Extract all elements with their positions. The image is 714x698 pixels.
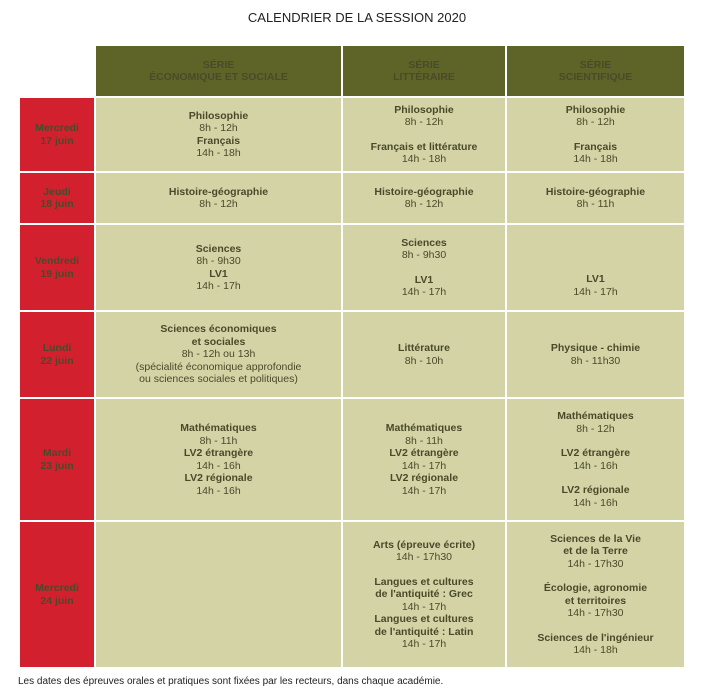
exam-cell-s: Physique - chimie 8h - 11h30 [506, 311, 685, 398]
exam-cell-es: Sciences économiques et sociales 8h - 12h ou 13h (spécialité économique approfondie ou sciences sociales et politiques) [95, 311, 342, 398]
exam-cell-es: Sciences 8h - 9h30 LV1 14h - 17h [95, 224, 342, 311]
exam-cell-l: Sciences 8h - 9h30 LV1 14h - 17h [342, 224, 506, 311]
exam-cell-l: Philosophie 8h - 12h Français et littérature 14h - 18h [342, 97, 506, 172]
day-label: Mercredi 17 juin [19, 97, 95, 172]
header-serie-es: SÉRIE ÉCONOMIQUE ET SOCIALE [95, 45, 342, 97]
table-row [19, 398, 685, 521]
exam-calendar-table [18, 44, 686, 669]
exam-cell-s: Sciences de la Vie et de la Terre 14h - 17h30 Écologie, agronomie et territoires 14h - 17h30 Sciences de l'ingénieur 14h - 18h [506, 521, 685, 668]
day-label: Vendredi 19 juin [19, 224, 95, 311]
exam-cell-l: Littérature 8h - 10h [342, 311, 506, 398]
day-label: Mercredi 24 juin [19, 521, 95, 668]
table-row [19, 521, 685, 668]
header-corner [19, 45, 95, 97]
exam-cell-es: Philosophie 8h - 12h Français 14h - 18h [95, 97, 342, 172]
table-row [19, 311, 685, 398]
exam-cell-es-empty [95, 521, 342, 668]
footnote: Les dates des épreuves orales et pratiques sont fixées par les recteurs, dans chaque académie. [18, 676, 444, 687]
exam-cell-s: Histoire-géographie 8h - 11h [506, 172, 685, 224]
exam-cell-l: Arts (épreuve écrite) 14h - 17h30 Langues et cultures de l'antiquité : Grec 14h - 17h Langues et cultures de l'antiquité : Latin 14h - 17h [342, 521, 506, 668]
table-row [19, 172, 685, 224]
header-serie-s: SÉRIE SCIENTIFIQUE [506, 45, 685, 97]
header-row [19, 45, 685, 97]
page-title: CALENDRIER DE LA SESSION 2020 [247, 10, 467, 25]
day-label: Jeudi 18 juin [19, 172, 95, 224]
exam-cell-s: LV1 14h - 17h [506, 224, 685, 311]
table-row [19, 97, 685, 172]
exam-cell-l: Histoire-géographie 8h - 12h [342, 172, 506, 224]
exam-cell-s: Philosophie 8h - 12h Français 14h - 18h [506, 97, 685, 172]
header-serie-l: SÉRIE LITTÉRAIRE [342, 45, 506, 97]
day-label: Lundi 22 juin [19, 311, 95, 398]
day-label: Mardi 23 juin [19, 398, 95, 521]
exam-cell-es: Mathématiques 8h - 11h LV2 étrangère 14h - 16h LV2 régionale 14h - 16h [95, 398, 342, 521]
exam-cell-es: Histoire-géographie 8h - 12h [95, 172, 342, 224]
table-row [19, 224, 685, 311]
exam-cell-l: Mathématiques 8h - 11h LV2 étrangère 14h - 17h LV2 régionale 14h - 17h [342, 398, 506, 521]
exam-cell-s: Mathématiques 8h - 12h LV2 étrangère 14h - 16h LV2 régionale 14h - 16h [506, 398, 685, 521]
